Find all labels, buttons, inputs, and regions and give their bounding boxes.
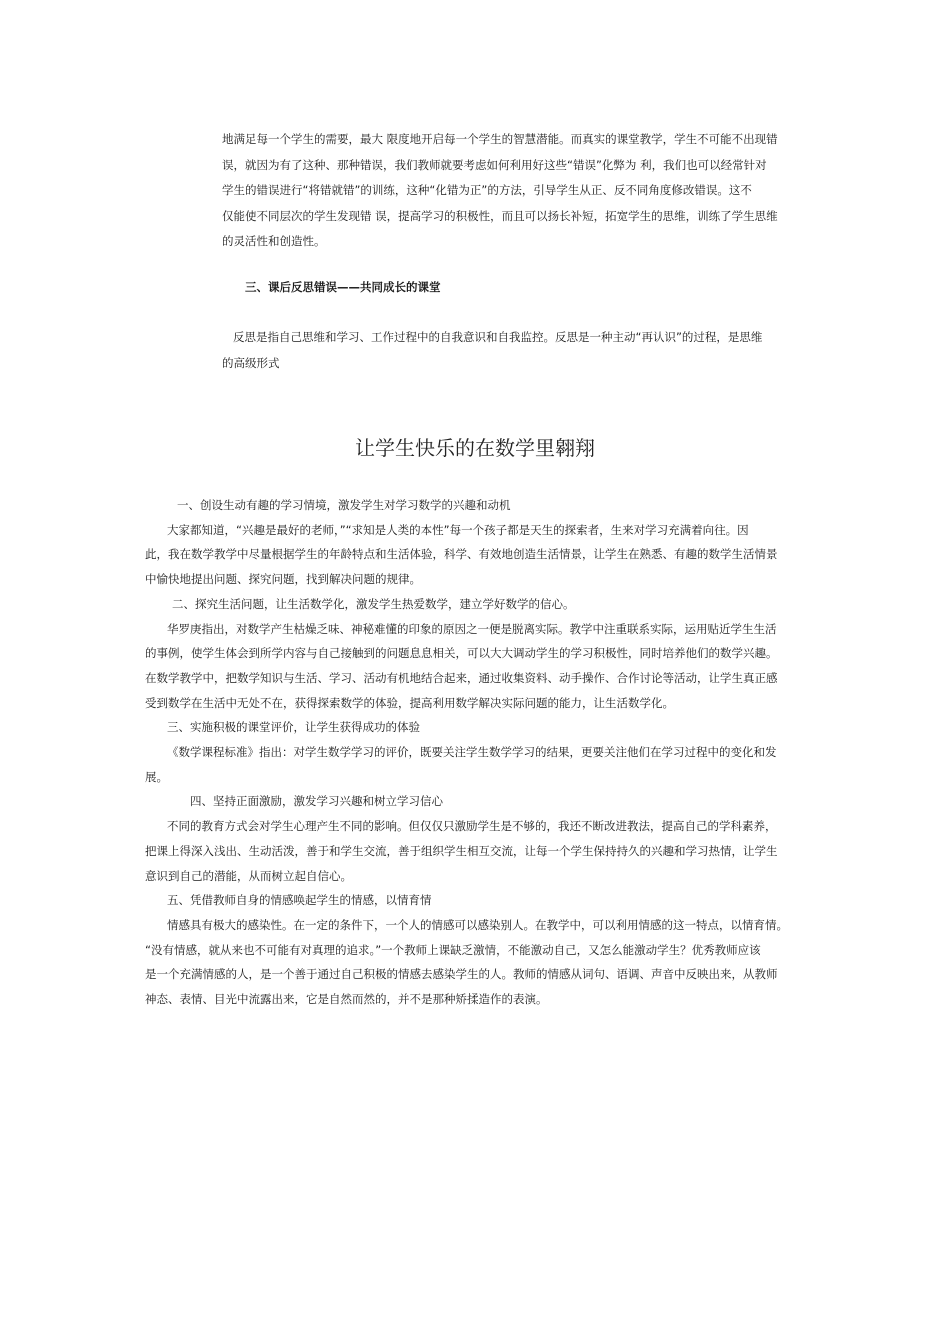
text-line: 不同的教育方式会对学生心理产生不同的影响。但仅仅只激励学生是不够的，我还不断改进教法，提高自己的学科素养，: [167, 819, 777, 834]
article-title: 让学生快乐的在数学里翱翔: [355, 436, 595, 460]
text-line: 地满足每一个学生的需要，最大 限度地开启每一个学生的智慧潜能。而真实的课堂教学，学生不可能不出现错: [222, 132, 778, 146]
article-heading-3: 三、实施积极的课堂评价，让学生获得成功的体验: [167, 720, 420, 735]
text-line: 《数学课程标准》指出：对学生数学学习的评价，既要关注学生数学学习的结果，更要关注他们在学习过程中的变化和发: [167, 745, 777, 760]
text-line: 的事例，使学生体会到所学内容与自己接触到的问题息息相关，可以大大调动学生的学习积极性，同时培养他们的数学兴趣。: [145, 646, 778, 661]
text-line: 仅能使不同层次的学生发现错 误，提高学习的积极性，而且可以扬长补短，拓宽学生的思维，训练了学生思维: [222, 208, 778, 223]
text-line: 神态、表情、目光中流露出来，它是自然而然的，并不是那种矫揉造作的表演。: [145, 992, 548, 1007]
text-line: 中愉快地提出问题、探究问题，找到解决问题的规律。: [145, 572, 421, 587]
text-line: 大家都知道，“兴趣是最好的老师，”“求知是人类的本性”每一个孩子都是天生的探索者，生来对学习充满着向往。因: [167, 522, 749, 537]
text-line: “没有情感，就从来也不可能有对真理的追求。”一个教师上课缺乏激情，不能激动自己，又怎么能激动学生？优秀教师应该: [145, 942, 761, 957]
text-line: 反思是指自己思维和学习、工作过程中的自我意识和自我监控。反思是一种主动“再认识”的过程，是思维: [233, 330, 763, 344]
text-line: 的灵活性和创造性。: [222, 234, 326, 248]
text-line: 的高级形式: [222, 355, 280, 370]
text-line: 受到数学在生活中无处不在，获得探索数学的体验，提高利用数学解决实际问题的能力，让生活数学化。: [145, 695, 674, 710]
text-line: 误，就因为有了这种、那种错误，我们教师就要考虑如何利用好这些“错误”化弊为 利，我们也可以经常针对: [222, 157, 767, 172]
section-heading: 三、课后反思错误——共同成长的课堂: [245, 280, 441, 294]
text-line: 展。: [145, 769, 168, 784]
article-body: [145, 493, 810, 1012]
text-line: 把课上得深入浅出、生动活泼，善于和学生交流，善于组织学生相互交流，让每一个学生保持持久的兴趣和学习热情，让学生: [145, 843, 778, 858]
text-line: 华罗庚指出，对数学产生枯燥乏味、神秘难懂的印象的原因之一便是脱离实际。教学中注重联系实际，运用贴近学生生活: [167, 621, 777, 636]
reflection-paragraph: [222, 325, 807, 376]
top-paragraph: [222, 127, 807, 255]
article-heading-5: 五、凭借教师自身的情感唤起学生的情感，以情育情: [167, 893, 432, 908]
text-line: 学生的错误进行“将错就错”的训练，这种“化错为正”的方法，引导学生从正、反不同角度修改错误。这不: [222, 183, 752, 197]
text-line: 在数学教学中，把数学知识与生活、学习、活动有机地结合起来，通过收集资料、动手操作、合作讨论等活动，让学生真正感: [145, 670, 778, 685]
text-line: 此，我在数学教学中尽量根据学生的年龄特点和生活体验，科学、有效地创造生活情景，让学生在熟悉、有趣的数学生活情景: [145, 547, 778, 562]
text-line: 意识到自己的潜能，从而树立起自信心。: [145, 868, 352, 883]
text-line: 情感具有极大的感染性。在一定的条件下，一个人的情感可以感染别人。在教学中，可以利用情感的这一特点，以情育情。: [167, 917, 788, 932]
article-heading-1: 一、创设生动有趣的学习情境，激发学生对学习数学的兴趣和动机: [177, 498, 511, 512]
article-heading-2: 二、探究生活问题，让生活数学化，激发学生热爱数学，建立学好数学的信心。: [172, 596, 575, 611]
text-line: 是一个充满情感的人，是一个善于通过自己积极的情感去感染学生的人。教师的情感从词句、语调、声音中反映出来，从教师: [145, 967, 778, 982]
article-heading-4: 四、坚持正面激励，激发学习兴趣和树立学习信心: [190, 794, 443, 809]
